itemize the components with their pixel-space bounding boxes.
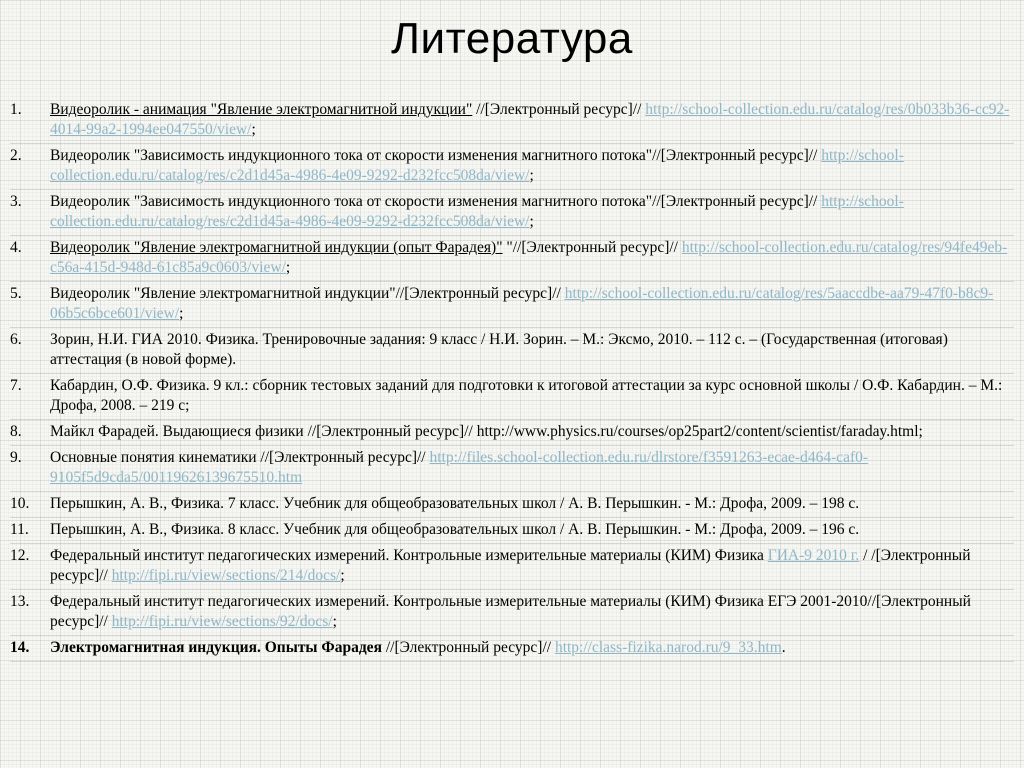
item-text: [50, 638, 1014, 658]
item-number: 4.: [10, 239, 22, 256]
item-text: Перышкин, А. В., Физика. 7 класс. Учебник для общеобразовательных школ / А. В. Перышкин. - М.: Дрофа, 2009. – 198 с.: [50, 495, 860, 512]
item-text: [50, 592, 1014, 632]
item-text: [50, 284, 1014, 324]
gia-link[interactable]: ГИА-9 2010 г.: [767, 547, 860, 564]
item-tail: ;: [340, 567, 345, 584]
item-number: 6.: [10, 331, 22, 348]
item-heading: Видеоролик "Явление электромагнитной индукции"//[Электронный ресурс]//: [50, 285, 565, 302]
list-item: [10, 190, 1014, 236]
item-number: 9.: [10, 449, 22, 466]
reference-link[interactable]: http://school-collection.edu.ru/catalog/res/0b033b36-cc92-4014-99a2-1994ee047550/view/: [50, 101, 1010, 138]
reference-link[interactable]: http://class-fizika.narod.ru/9_33.htm: [554, 639, 782, 656]
item-text: [50, 146, 1014, 186]
item-tail: ;: [529, 213, 534, 230]
list-item: [10, 236, 1014, 282]
item-heading: Видеоролик "Зависимость индукционного тока от скорости изменения магнитного потока"//[Электронный ресурс]//: [50, 193, 822, 210]
item-tail: .: [781, 639, 786, 656]
item-number: 11.: [10, 521, 29, 538]
item-heading: Видеоролик "Зависимость индукционного тока от скорости изменения магнитного потока"//[Электронный ресурс]//: [50, 147, 822, 164]
list-item: [10, 518, 1014, 544]
item-heading: Основные понятия кинематики //[Электронный ресурс]//: [50, 449, 430, 466]
list-item: [10, 590, 1014, 636]
item-text: [50, 100, 1014, 140]
reference-link[interactable]: http://files.school-collection.edu.ru/dlrstore/f3591263-ecae-d464-caf0-9105f5d9cda5/00119626139675510.htm: [50, 449, 869, 486]
item-source: "//[Электронный ресурс]//: [502, 239, 682, 256]
item-source: / /[Электронный ресурс]//: [50, 547, 971, 584]
list-item: [10, 374, 1014, 420]
page-title: Литература: [391, 14, 633, 63]
item-source: //[Электронный ресурс]//: [381, 639, 555, 656]
list-item: [10, 144, 1014, 190]
item-source: //[Электронный ресурс]//: [472, 101, 646, 118]
list-item: [10, 636, 1014, 662]
reference-link[interactable]: http://fipi.ru/view/sections/214/docs/: [111, 567, 341, 584]
item-text: Майкл Фарадей. Выдающиеся физики //[Электронный ресурс]// http://www.physics.ru/courses/op25part2/content/scientist/faraday.html;: [50, 423, 923, 440]
item-text: [50, 192, 1014, 232]
item-heading: Федеральный институт педагогических измерений. Контрольные измерительные материалы (КИМ) Физика ЕГЭ 2001-2010//[Электронный ресурс]//: [50, 593, 971, 630]
item-text: [50, 546, 1014, 586]
item-number: 8.: [10, 423, 22, 440]
item-number: 5.: [10, 285, 22, 302]
item-text: Перышкин, А. В., Физика. 8 класс. Учебник для общеобразовательных школ / А. В. Перышкин. - М.: Дрофа, 2009. – 196 с.: [50, 521, 860, 538]
reference-link[interactable]: http://school-collection.edu.ru/catalog/res/c2d1d45a-4986-4e09-9292-d232fcc508da/view/: [50, 193, 904, 230]
item-heading: Видеоролик "Явление электромагнитной индукции (опыт Фарадея)": [50, 239, 503, 256]
list-item: [10, 544, 1014, 590]
reference-link[interactable]: http://school-collection.edu.ru/catalog/res/c2d1d45a-4986-4e09-9292-d232fcc508da/view/: [50, 147, 904, 184]
reference-link[interactable]: http://school-collection.edu.ru/catalog/res/5aaccdbe-aa79-47f0-b8c9-06b5c6bce601/view/: [50, 285, 994, 322]
item-number: 2.: [10, 147, 22, 164]
reference-list: [10, 100, 1014, 662]
item-text: [50, 238, 1014, 278]
list-item: [10, 492, 1014, 518]
item-tail: ;: [285, 259, 291, 276]
item-text: Кабардин, О.Ф. Физика. 9 кл.: сборник тестовых заданий для подготовки к итоговой аттестации за курс основной школы / О.Ф. Кабардин. – М.: Дрофа, 2008. – 219 с;: [50, 377, 1003, 414]
item-text: [50, 448, 1014, 488]
item-number: 1.: [10, 101, 22, 118]
item-tail: ;: [251, 121, 256, 138]
item-tail: ;: [529, 167, 534, 184]
item-tail: ;: [332, 613, 337, 630]
list-item: [10, 420, 1014, 446]
item-heading: Видеоролик - анимация "Явление электромагнитной индукции": [50, 101, 473, 118]
item-tail: ;: [179, 305, 184, 322]
list-item: [10, 282, 1014, 328]
item-number: 12.: [10, 547, 30, 564]
item-number: 3.: [10, 193, 22, 210]
list-item: [10, 328, 1014, 374]
item-number: 13.: [10, 593, 30, 610]
item-text: Зорин, Н.И. ГИА 2010. Физика. Тренировочные задания: 9 класс / Н.И. Зорин. – М.: Эксмо, 2010. – 112 с. – (Государственная (итоговая) аттестация (в новой форме).: [50, 331, 948, 368]
list-item: [10, 446, 1014, 492]
item-heading: Федеральный институт педагогических измерений. Контрольные измерительные материалы (КИМ) Физика: [50, 547, 768, 564]
item-number: 7.: [10, 377, 22, 394]
item-heading: Электромагнитная индукция. Опыты Фарадея: [50, 639, 382, 656]
reference-link[interactable]: http://fipi.ru/view/sections/92/docs/: [111, 613, 333, 630]
item-number: 10.: [10, 495, 30, 512]
reference-link[interactable]: http://school-collection.edu.ru/catalog/res/94fe49eb-c56a-415d-948d-61c85a9c0603/view/: [50, 239, 1008, 276]
item-number: 14.: [10, 639, 30, 656]
list-item: [10, 100, 1014, 144]
